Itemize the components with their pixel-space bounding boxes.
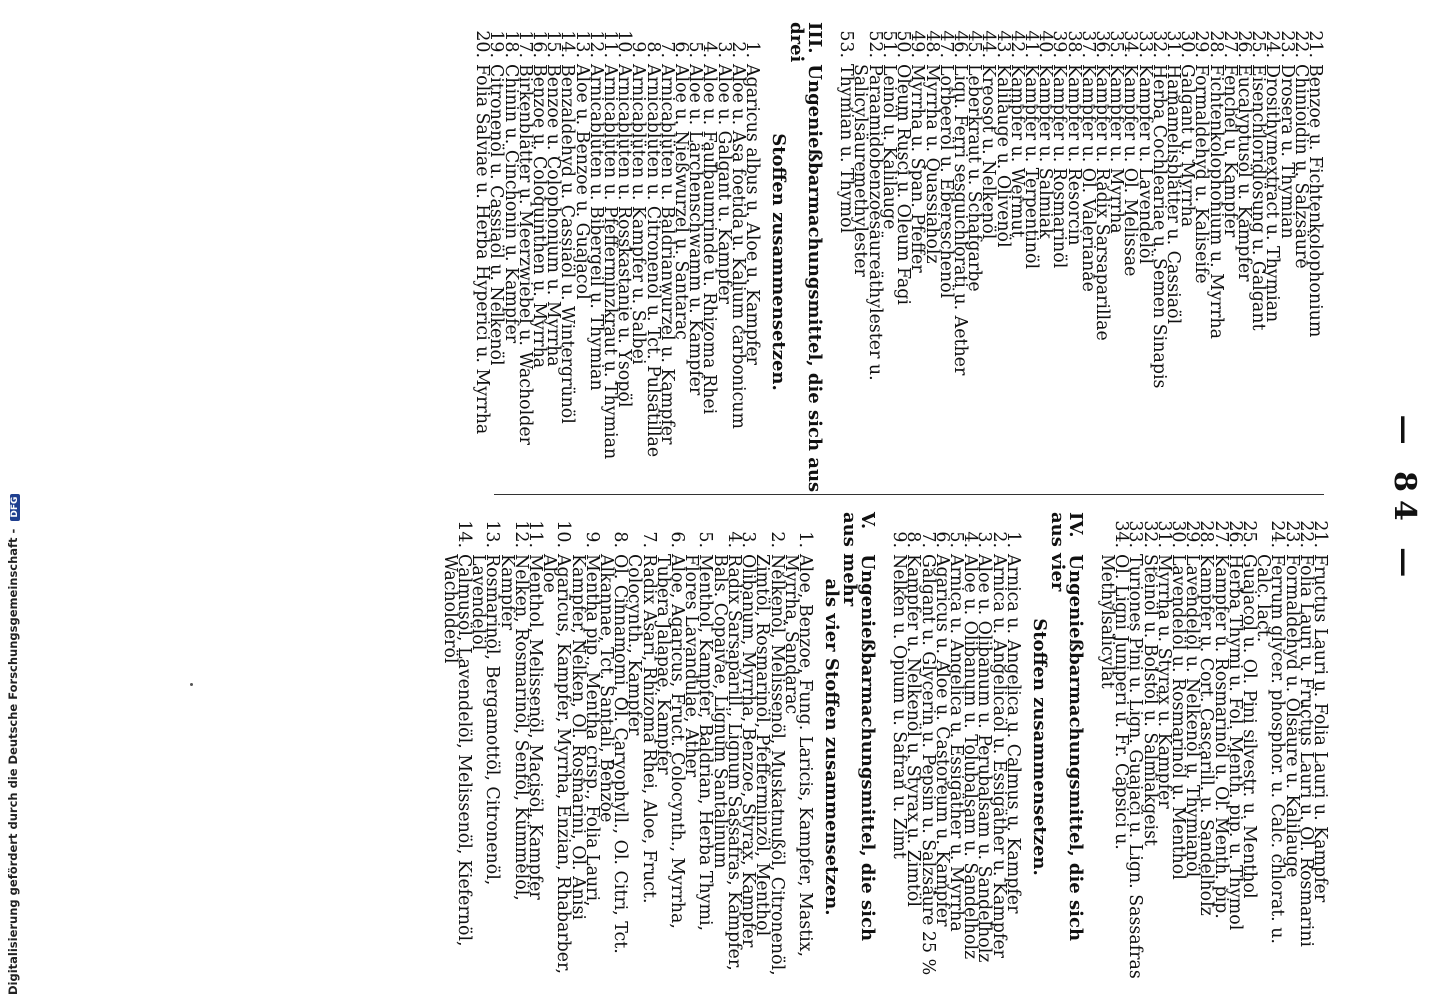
entry-number: 35. (1106, 30, 1127, 58)
entry-text: Formaldehyd u. Kaliseife (1191, 64, 1212, 284)
entry-number: 50. (893, 30, 914, 58)
entry-number: 8. (903, 531, 924, 548)
entry-number: 3. (974, 531, 995, 548)
entry-text: Benzoe u. Colophonium u. Myrrha (543, 64, 564, 367)
entry-number: 14. (454, 520, 475, 548)
entry-text: Myrrha u. Styrax u. Kampfer (1153, 554, 1174, 809)
list-item (1253, 512, 1288, 982)
list-item (472, 22, 493, 502)
entry-text: Ferrum glycer. phosphor. u. Calc. chlorat. u. Calc. lact. (1253, 554, 1288, 944)
dfg-logo: DFG (10, 494, 20, 521)
entry-number: 37. (1077, 30, 1098, 58)
digitization-credit (6, 494, 20, 995)
entry-text: Turiones Pini u. Lign. Guajaci u. Lign. Sassafras (1125, 554, 1146, 979)
entry-number: 23. (1276, 30, 1297, 58)
entry-text: Arnicablüten u. Pfefferminzkraut u. Thymian (600, 64, 621, 460)
entry-number: 23. (1281, 520, 1302, 548)
entry-number: 7. (917, 531, 938, 548)
list-item (752, 512, 787, 982)
credit-text: Digitalisierung gefördert durch die Deutsche Forschungsgemeinschaft - (6, 528, 20, 995)
entry-text: Menthol, Kampfer, Baldrian, Herba Thymi, Flores Lavandulae, Äther (681, 554, 716, 932)
entry-text: Eisenchloridlösung u. Galgant (1248, 64, 1269, 331)
entry-text: Aloe u. Asa foetida u. Kalium carbonicum (727, 64, 748, 429)
entry-number: 8. (642, 41, 663, 58)
entry-text: Benzoe u. Fichtenkolophonium (1305, 64, 1325, 338)
list-item (681, 512, 716, 982)
entry-number: 25. (1238, 520, 1259, 548)
entry-text: Steinöl u. Bolstöl u. Salmiakgeist (1139, 554, 1160, 847)
entry-text: Kampfer u. Lavendelöl (1134, 64, 1155, 265)
entry-number: 31. (1153, 520, 1174, 548)
entry-text: Drosithymextract u. Thymian (1262, 64, 1283, 323)
entry-text: Citronenöl u. Cassiaöl u. Nelkenöl (486, 64, 507, 366)
entry-number: 26. (1233, 30, 1254, 58)
entry-number: 33. (1125, 520, 1146, 548)
entry-text: Oleum Rusci u. Oleum Fagi (893, 64, 914, 305)
entry-text: Aloe u. Olibanum u. Perubalsam u. Sandelholz (974, 554, 995, 963)
section-3-subtitle: Stoffen zusammensetzen. (768, 133, 790, 391)
entry-number: 20. (472, 30, 493, 58)
scan-speck (190, 683, 193, 686)
list-item (836, 22, 857, 502)
entry-number: 21. (1305, 30, 1325, 58)
entry-number: 22. (1295, 520, 1316, 548)
section-5-subtitle: als vier Stoffen zusammensetzen. (820, 578, 842, 916)
entry-number: 6. (671, 41, 692, 58)
entry-number: 47. (935, 30, 956, 58)
entry-text: Galgant u. Glycerin u. Pepsin u. Salzsäure 25 % (917, 554, 938, 976)
entry-text: Nelken, Rosmarinöl, Senföl, Kümmelöl, Kampfer (496, 554, 531, 901)
entry-text: Benzaldehyd u. Cassiaöl u. Wintergrünöl (557, 64, 578, 424)
section-5-number: V. (856, 512, 878, 530)
entry-text: Thymian u. Thymol (836, 64, 857, 234)
list-item (780, 512, 815, 982)
entry-text: Chinin u. Cinchonin u. Kampfer (500, 64, 521, 344)
entry-text: Calmusöl, Lavendelöl, Melissenöl, Kiefernöl, Wacholderöl (439, 554, 475, 947)
entry-number: 15. (543, 30, 564, 58)
entry-number: 32. (1148, 30, 1169, 58)
list-item (496, 512, 531, 982)
entry-text: Radix Asari, Rhizoma Rhei, Aloe, Fruct. Colocynth., Kampfer (624, 554, 659, 904)
entry-text: Kampfer u. Myrrha (1106, 64, 1127, 234)
entry-text: Kampfer u. Nelkenöl u. Styrax u. Zimtöl (903, 554, 924, 907)
entry-number: 29. (1191, 30, 1212, 58)
entry-number: 6. (931, 531, 952, 548)
entry-number: 4. (699, 41, 720, 58)
entry-number: 27. (1219, 30, 1240, 58)
entry-text: Kampfer u. Resorcin (1063, 64, 1084, 246)
page-number: — 84 — (1387, 414, 1422, 586)
list-item (539, 512, 574, 982)
entry-number: 11. (525, 520, 546, 548)
entry-text: Paraamidobenzoesäureäthylester u. Salicylsäuremethylester (850, 64, 885, 381)
entry-text: Agaricus albus u. Aloe u. Kampfer (742, 64, 763, 365)
entry-text: Birkenblätter u. Meerzwiebel u. Wacholder (514, 64, 535, 445)
entry-number: 38. (1063, 30, 1084, 58)
entry-text: Arnicablüten u. Citronenöl u. Tct. Pulsatillae (642, 64, 663, 458)
entry-text: Aloe u. Nießwurzel u. Santarac (671, 64, 692, 340)
entry-number: 32. (1139, 520, 1160, 548)
entry-number: 45. (964, 30, 985, 58)
entry-text: Herba Thymi u. Fol. Menth. pip. u. Thymol (1224, 554, 1245, 931)
entry-number: 36. (1091, 30, 1112, 58)
entry-number: 24. (1262, 30, 1283, 58)
entry-number: 46. (949, 30, 970, 58)
entry-text: Ol. Ligni Juniperi u. Fr. Capsici u. Methylsalicylat (1096, 554, 1132, 850)
entry-text: Agaricus, Kampfer, Myrrha, Enzian, Rhabarber, Aloe (539, 554, 574, 974)
list-item (596, 512, 631, 982)
entry-text: Leinöl u. Kalilauge (878, 64, 899, 230)
entry-number: 10. (614, 30, 635, 58)
entry-text: Hamamelisblätter u. Cassiaöl (1162, 64, 1183, 325)
entry-number: 25. (1248, 30, 1269, 58)
entry-number: 22. (1290, 30, 1311, 58)
entry-number: 9. (889, 531, 910, 548)
entry-number: 48. (921, 30, 942, 58)
entry-text: Aloe u. Galgant u. Kampfer (713, 64, 734, 304)
entry-text: Galgant u. Myrrha (1177, 64, 1198, 228)
entry-text: Lavendelöl u. Rosmarinöl u. Menthol (1167, 554, 1188, 880)
entry-number: 12. (585, 30, 606, 58)
entry-number: 34. (1120, 30, 1141, 58)
entry-number: 6. (667, 531, 688, 548)
entry-text: Aloe u. Benzoe u. Guajacol (571, 64, 592, 300)
left-entry-list (836, 22, 1325, 502)
entry-number: 2. (766, 531, 787, 548)
entry-number: 5. (945, 531, 966, 548)
entry-text: Aloe u. Faulbaumrinde u. Rhizoma Rhei (699, 64, 720, 415)
entry-text: Kampfer u. Salmiak (1035, 64, 1056, 239)
entry-text: Chinioidin u. Salzsäure (1290, 64, 1311, 269)
list-item (652, 512, 688, 982)
entry-number: 5. (695, 531, 716, 548)
entry-text: Arnicablüten u. Bibergeil u. Thymian (585, 64, 606, 391)
entry-number: 18. (500, 30, 521, 58)
entry-text: Folia Salviae u. Herba Hyperici u. Myrrha (472, 64, 493, 435)
entry-text: Leberkraut u. Schafgarbe (964, 64, 985, 292)
entry-text: Liqu. Ferri sesquichlorati u. Aether (949, 64, 970, 376)
entry-number: 9. (581, 531, 602, 548)
entry-number: 27. (1210, 520, 1231, 548)
entry-text: Kampfer u. Rosmarinöl u. Ol. Menth. pip. (1210, 554, 1231, 919)
entry-number: 1. (794, 531, 815, 548)
entry-text: Myrrha u. Span. Pfeffer (907, 64, 928, 273)
entry-text: Mentha pip., Mentha crisp., Folia Lauri, Kampfer, Nelken, Ol. Rosmarini, Ol. Anisi (567, 554, 602, 920)
section-3-heading (768, 22, 826, 502)
entry-number: 28. (1205, 30, 1226, 58)
entry-number: 10. (553, 520, 574, 548)
right-entry-list (1096, 512, 1330, 982)
entry-text: Nelkenöl, Melissenöl, Muskatnußöl, Citronenöl, Zimtöl, Rosmarinöl, Pfefferminzöl, Menthol (752, 554, 787, 976)
section-4-heading (1030, 512, 1084, 982)
entry-text: Kampfer u. Cort. Cascarill. u. Sandelholz (1196, 554, 1217, 916)
entry-text: Kreosot u. Nelkenöl (978, 64, 999, 240)
entry-text: Formaldehyd u. Ölsäure u. Kalilauge (1281, 554, 1302, 878)
section-4-title: Ungenießbarmachungsmittel, die sich aus vier (1046, 512, 1086, 942)
entry-number: 17. (514, 30, 535, 58)
section-3-title: Ungenießbarmachungsmittel, die sich aus drei (786, 22, 826, 493)
entry-number: 43. (992, 30, 1013, 58)
entry-number: 4. (723, 531, 744, 548)
entry-text: Arnicablüten u. Kampfer u. Salbei (628, 64, 649, 365)
entry-number: 3. (713, 41, 734, 58)
entry-text: Kampfer u. Ol. Valerianae (1077, 64, 1098, 292)
entry-text: Folia Lauri u. Fructus Lauri u. Ol. Rosmarini (1295, 554, 1316, 947)
column-divider (494, 494, 1324, 495)
entry-number: 44. (978, 30, 999, 58)
entry-number: 11. (600, 30, 621, 58)
entry-text: Lorbeeröl u. Ebereschenöl (935, 64, 956, 299)
entry-number: 2. (988, 531, 1009, 548)
entry-number: 24. (1267, 520, 1288, 548)
entry-number: 2. (727, 41, 748, 58)
entry-number: 30. (1167, 520, 1188, 548)
entry-text: Kalilauge u. Olivenöl (992, 64, 1013, 248)
entry-text: Aloe u. Lärchenschwamm u. Kampfer (685, 64, 706, 396)
entry-text: Agaricus u. Aloe u. Castoreum u. Kampfer (931, 554, 952, 927)
entry-number: 14. (557, 30, 578, 58)
section-4-entry-list (889, 512, 1023, 982)
entry-text: Menthol, Melissenöl, Macisöl, Kampfer (525, 554, 546, 900)
entry-number: 3. (738, 531, 759, 548)
section-5-heading (822, 512, 876, 982)
entry-number: 19. (486, 30, 507, 58)
entry-number: 42. (1006, 30, 1027, 58)
entry-number: 4. (960, 531, 981, 548)
section-3-entry-list (472, 22, 763, 502)
section-5-entry-list (439, 512, 815, 982)
entry-text: Kampfer u. Terpentinöl (1020, 64, 1041, 270)
entry-text: Kampfer u. Rosmarinöl (1049, 64, 1070, 269)
section-4-subtitle: Stoffen zusammensetzen. (1028, 618, 1050, 876)
entry-number: 1. (742, 41, 763, 58)
entry-text: Aloe, Benzoe, Fung. Laricis, Kampfer, Mastix, Myrrha, Sandarac (780, 554, 815, 958)
entry-text: Olibanum, Myrrha, Benzoe, Styrax, Kampfer (738, 554, 759, 948)
list-item (624, 512, 659, 982)
list-item (567, 512, 602, 982)
entry-number: 33. (1134, 30, 1155, 58)
entry-number: 12. (510, 520, 531, 548)
list-item (1096, 512, 1132, 982)
entry-text: Fructus Lauri u. Folia Lauri u. Kampfer (1310, 554, 1330, 903)
entry-number: 21. (1310, 520, 1330, 548)
entry-text: Fenchel u. Kampfer (1219, 64, 1240, 238)
entry-text: Kampfer u. Radix Sarsaparillae (1091, 64, 1112, 341)
section-3-number: III. (804, 22, 826, 54)
entry-number: 1. (1002, 531, 1023, 548)
entry-text: Benzoe u. Coloquinthen u. Myrrha (529, 64, 550, 369)
left-column (472, 22, 1325, 502)
entry-text: Arnica u. Angelica u. Calmus u. Kampfer (1002, 554, 1023, 914)
list-item (889, 512, 910, 982)
entry-number: 16. (529, 30, 550, 58)
entry-text: Eucalyptusöl u. Kampfer (1233, 64, 1254, 282)
entry-number: 49. (907, 30, 928, 58)
entry-text: Aloe, Agaricus, Fruct. Colocynth., Myrrha, Tubera Jalapae, Kampfer (652, 554, 688, 929)
entry-text: Aloe u. Olibanum u. Tolubalsam u. Sandelholz (960, 554, 981, 960)
entry-text: Arnica u. Angelicaöl u. Essigäther u. Kampfer (988, 554, 1009, 958)
entry-number: 31. (1162, 30, 1183, 58)
entry-text: Fichtenkolophonium u. Myrrha (1205, 64, 1226, 339)
entry-number: 40. (1035, 30, 1056, 58)
entry-text: Ol. Cinnamomi, Ol. Caryophyll., Ol. Citri, Tct. Alkannae, Tct. Santali, Benzoe (596, 554, 631, 954)
entry-number: 41. (1020, 30, 1041, 58)
right-column (439, 512, 1330, 982)
entry-number: 30. (1177, 30, 1198, 58)
entry-number: 5. (685, 41, 706, 58)
list-item (709, 512, 744, 982)
entry-text: Kampfer u. Wermut (1006, 64, 1027, 238)
entry-number: 13. (482, 520, 503, 548)
entry-number: 8. (610, 531, 631, 548)
entry-text: Guajacol u. Ol. Pini silvestr. u. Menthol (1238, 554, 1259, 899)
entry-number: 53. (836, 30, 857, 58)
entry-text: Kampfer u. Ol. Melissae (1120, 64, 1141, 277)
entry-text: Rosmarinöl, Bergamottöl, Citronenöl, Lavendelöl (468, 554, 503, 886)
entry-text: Arnica u. Angelica u. Essigäther u. Myrrha (945, 554, 966, 932)
entry-number: 7. (656, 41, 677, 58)
entry-number: 13. (571, 30, 592, 58)
entry-text: Nelken u. Opium u. Safran u. Zimt (889, 554, 910, 859)
list-item (439, 512, 475, 982)
section-4-number: IV. (1064, 512, 1086, 538)
entry-text: Herba Cochleariae u. Semen Sinapis (1148, 64, 1169, 389)
entry-text: Lavendelöl u. Nelkenöl u. Thymianöl (1182, 554, 1203, 878)
entry-number: 34. (1111, 520, 1132, 548)
entry-number: 9. (628, 41, 649, 58)
entry-text: Myrrha u. Quassiaholz (921, 64, 942, 264)
entry-number: 51. (878, 30, 899, 58)
entry-number: 29. (1182, 520, 1203, 548)
entry-text: Radix Sarsaparill., Lignum Sassafras, Kampfer, Bals. Copaivae, Lignum Santalinum (709, 554, 744, 971)
entry-number: 52. (864, 30, 885, 58)
entry-text: Arnicablüten u. Rosskastanie u. Ysopöl (614, 64, 635, 408)
entry-text: Drosera u. Thymian (1276, 64, 1297, 239)
entry-number: 7. (638, 531, 659, 548)
list-item (468, 512, 503, 982)
entry-number: 39. (1049, 30, 1070, 58)
entry-text: Arnicablüten u. Baldrianwurzel u. Kampfer (656, 64, 677, 445)
entry-number: 28. (1196, 520, 1217, 548)
entry-number: 26. (1224, 520, 1245, 548)
list-item (850, 22, 885, 502)
section-5-title: Ungenießbarmachungsmittel, die sich aus mehr (838, 512, 878, 942)
